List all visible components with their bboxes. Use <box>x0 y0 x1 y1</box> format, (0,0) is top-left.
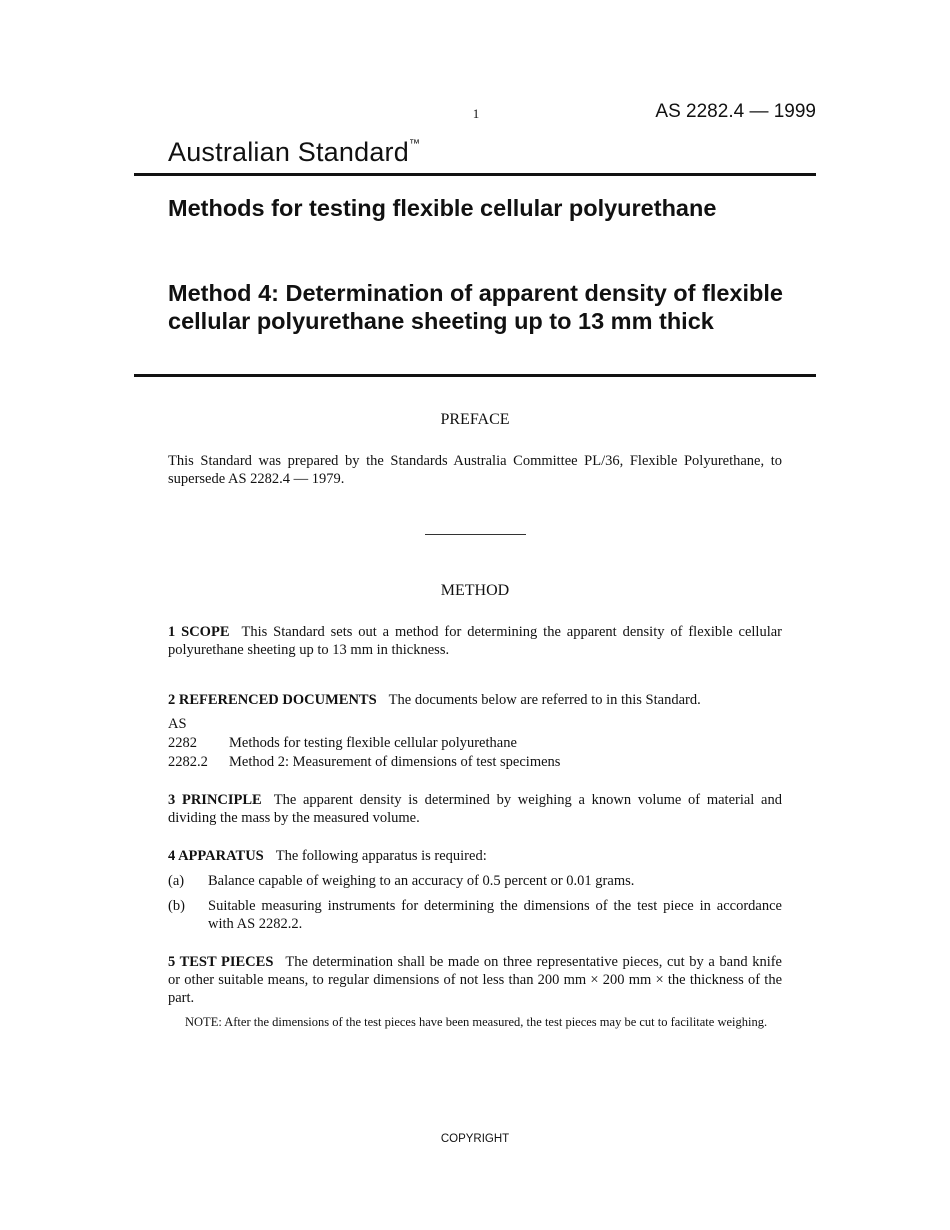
principle-clause <box>168 791 782 827</box>
page-number: 1 <box>472 106 480 121</box>
scope-text: This Standard sets out a method for determining the apparent density of flexible cellular polyurethane sheeting up to 13 mm in thickness. <box>168 624 783 658</box>
trademark-symbol: ™ <box>408 138 421 150</box>
method-heading: METHOD <box>440 582 510 599</box>
apparatus-item-label: (b) <box>168 898 185 914</box>
principle-heading: 3 PRINCIPLE <box>168 792 262 808</box>
referenced-documents-text: The documents below are referred to in this Standard. <box>388 692 701 708</box>
scope-clause <box>168 623 782 659</box>
apparatus-text: The following apparatus is required: <box>275 848 487 864</box>
reference-code: 2282 <box>168 735 197 751</box>
section-separator <box>425 534 526 535</box>
referenced-documents-heading: 2 REFERENCED DOCUMENTS <box>168 692 377 708</box>
referenced-documents-prefix: AS <box>168 716 187 732</box>
test-pieces-clause <box>168 953 782 1007</box>
apparatus-item-text: Balance capable of weighing to an accuracy of 0.5 percent or 0.01 grams. <box>208 873 635 889</box>
copyright-footer: COPYRIGHT <box>440 1133 510 1145</box>
bottom-rule <box>134 374 816 377</box>
apparatus-item-text: Suitable measuring instruments for determining the dimensions of the test piece in accordance with AS 2282.2. <box>208 898 782 932</box>
referenced-documents-clause <box>168 691 782 709</box>
preface-heading: PREFACE <box>440 411 510 428</box>
apparatus-item <box>168 897 782 933</box>
main-title: Methods for testing flexible cellular polyurethane <box>168 195 717 221</box>
apparatus-heading: 4 APPARATUS <box>168 848 264 864</box>
reference-title: Method 2: Measurement of dimensions of test specimens <box>229 754 561 770</box>
standard-code: AS 2282.4 — 1999 <box>655 101 816 122</box>
apparatus-clause <box>168 847 782 865</box>
brand-title <box>168 137 420 168</box>
preface-text: This Standard was prepared by the Standards Australia Committee PL/36, Flexible Polyurethane, to supersede AS 2282.4 — 1979. <box>168 453 782 487</box>
apparatus-item <box>168 872 782 890</box>
method-title: Method 4: Determination of apparent density of flexible cellular polyurethane sheeting up to 13 mm thick <box>168 280 783 334</box>
reference-item <box>168 753 560 772</box>
principle-text: The apparent density is determined by weighing a known volume of material and dividing the mass by the measured volume. <box>168 792 782 826</box>
apparatus-item-label: (a) <box>168 873 185 889</box>
top-rule <box>134 173 816 176</box>
test-pieces-note: NOTE: After the dimensions of the test pieces have been measured, the test pieces may be cut to facilitate weighing. <box>185 1015 768 1029</box>
test-pieces-text: The determination shall be made on three representative pieces, cut by a band knife or other suitable means, to regular dimensions of not less than 200 mm × 200 mm × the thickness of the part. <box>168 954 782 1006</box>
reference-item <box>168 734 560 753</box>
reference-code: 2282.2 <box>168 754 208 770</box>
test-pieces-heading: 5 TEST PIECES <box>168 954 274 970</box>
brand-text: Australian Standard <box>168 137 409 167</box>
referenced-documents-list <box>168 715 560 772</box>
scope-heading: 1 SCOPE <box>168 624 230 640</box>
reference-title: Methods for testing flexible cellular polyurethane <box>229 735 517 751</box>
